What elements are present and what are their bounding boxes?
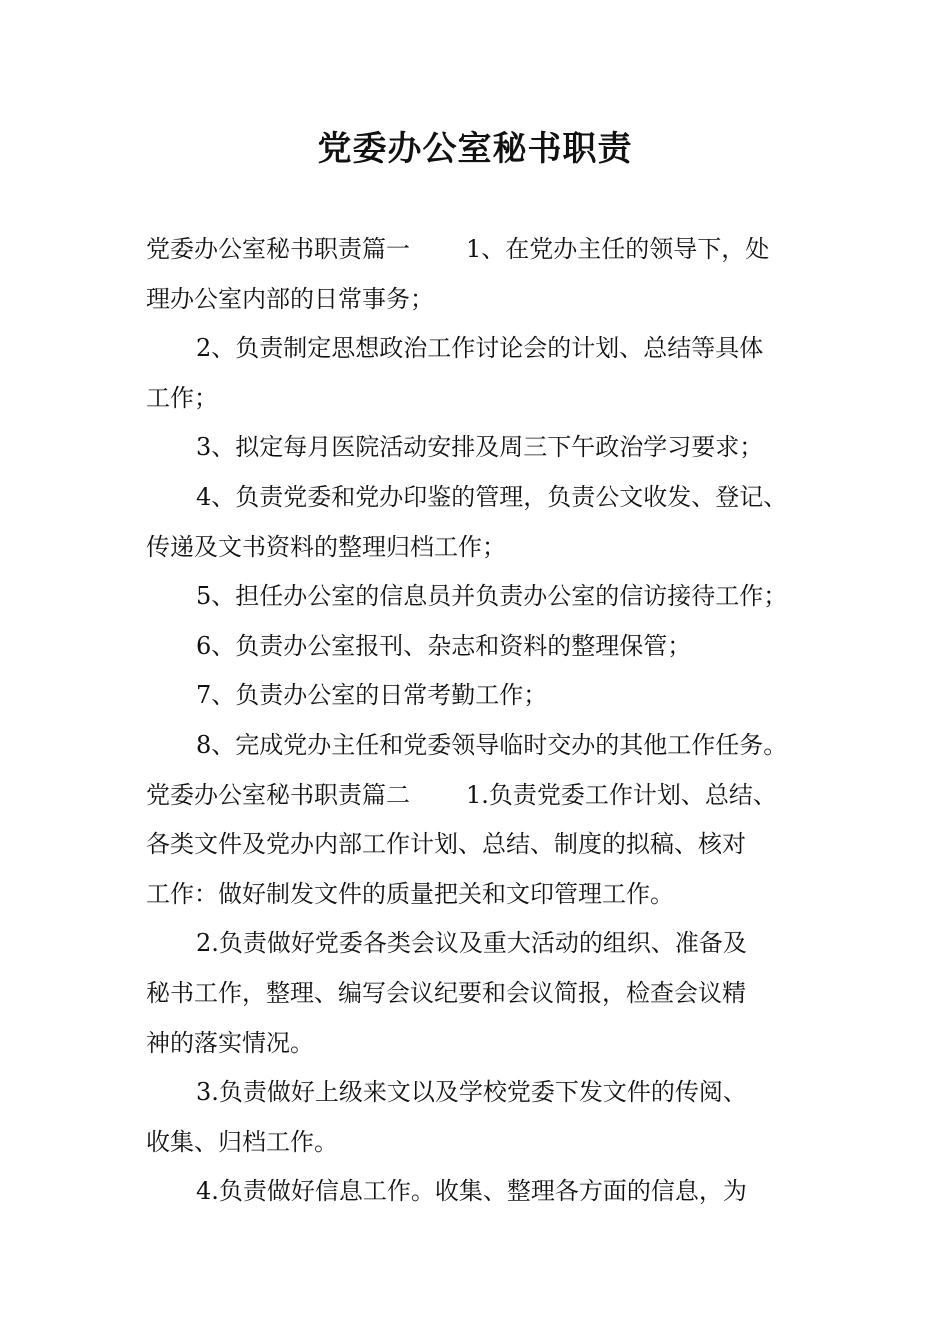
text-span: 1、在党办主任的领导下，处 [466, 235, 770, 263]
text-line: 3、拟定每月医院活动安排及周三下午政治学习要求； [196, 433, 764, 462]
section-heading-2: 党委办公室秘书职责篇二 [146, 780, 410, 809]
text-line [146, 225, 836, 275]
text-line: 5、担任办公室的信息员并负责办公室的信访接待工作； [196, 582, 788, 611]
document-title: 党委办公室秘书职责 [317, 129, 633, 169]
text-line: 7、负责办公室的日常考勤工作； [196, 681, 548, 710]
text-line: 4.负责做好信息工作。收集、整理各方面的信息，为 [196, 1177, 747, 1206]
text-line: 2、负责制定思想政治工作讨论会的计划、总结等具体 [196, 334, 764, 363]
text-line: 工作； [146, 383, 218, 412]
section-heading-1: 党委办公室秘书职责篇一 [146, 235, 410, 263]
text-line: 3.负责做好上级来文以及学校党委下发文件的传阅、 [196, 1078, 747, 1107]
text-line: 秘书工作，整理、编写会议纪要和会议简报，检查会议精 [146, 978, 746, 1007]
text-span: 1.负责党委工作计划、总结、 [466, 780, 777, 809]
text-line: 4、负责党委和党办印鉴的管理，负责公文收发、登记、 [196, 482, 788, 511]
text-line: 理办公室内部的日常事务； [146, 284, 434, 313]
document-body [146, 225, 836, 1217]
text-line: 收集、归档工作。 [146, 1127, 338, 1156]
text-line: 6、负责办公室报刊、杂志和资料的整理保管； [196, 631, 692, 660]
text-line: 神的落实情况。 [146, 1028, 314, 1057]
text-line [146, 771, 836, 821]
text-line: 工作：做好制发文件的质量把关和文印管理工作。 [146, 879, 674, 908]
text-line: 8、完成党办主任和党委领导临时交办的其他工作任务。 [196, 730, 788, 759]
text-line: 2.负责做好党委各类会议及重大活动的组织、准备及 [196, 929, 747, 958]
text-line: 各类文件及党办内部工作计划、总结、制度的拟稿、核对 [146, 830, 746, 859]
text-line: 传递及文书资料的整理归档工作； [146, 532, 506, 561]
